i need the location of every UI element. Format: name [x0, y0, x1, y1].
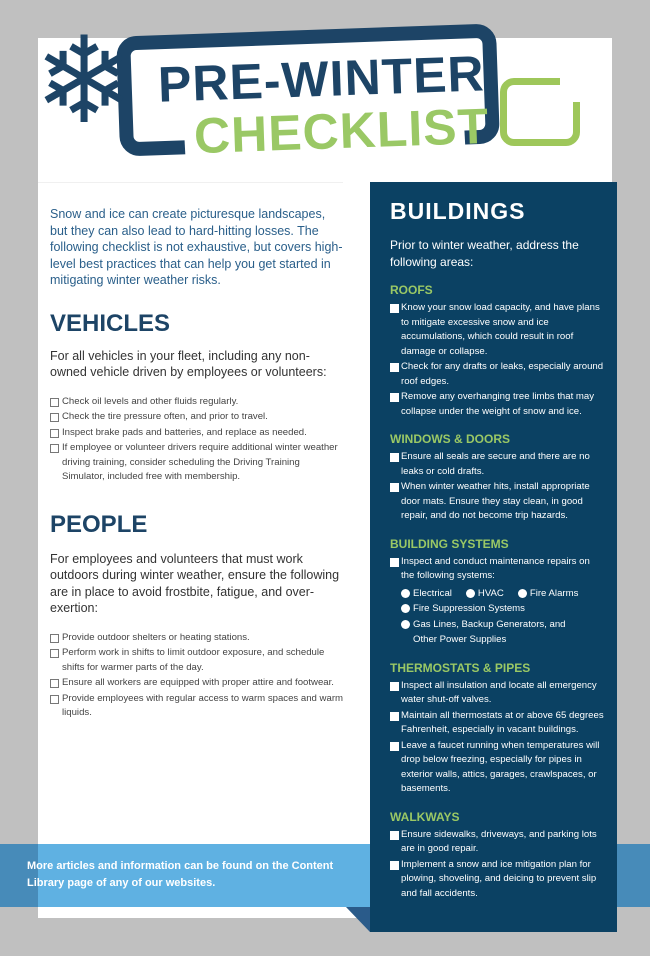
title-line1: PRE-WINTER	[157, 45, 486, 113]
checkbox-icon[interactable]	[390, 712, 399, 721]
checklist-item	[390, 301, 605, 359]
checkbox-icon[interactable]	[50, 444, 59, 453]
people-list	[50, 631, 345, 721]
systems-heading: BUILDING SYSTEMS	[390, 536, 509, 551]
checklist-item-text: Implement a snow and ice mitigation plan for plowing, shoveling, and deicing to prevent slip and fall accidents.	[401, 858, 597, 899]
checkbox-icon[interactable]	[50, 679, 59, 688]
checkbox-icon[interactable]	[390, 304, 399, 313]
header-logo	[0, 0, 650, 175]
sub-item-text: Gas Lines, Backup Generators, and Other Power Supplies	[413, 618, 566, 645]
people-lead: For employees and volunteers that must work outdoors during winter weather, ensure the following are in place to avoid frostbite, fatigue, and over-exertion:	[50, 551, 340, 615]
checkbox-icon[interactable]	[390, 682, 399, 691]
people-heading: PEOPLE	[50, 510, 148, 538]
checklist-item-text: Ensure all workers are equipped with proper attire and footwear.	[62, 677, 334, 688]
bullet-icon[interactable]	[401, 620, 410, 629]
checkbox-icon[interactable]	[390, 393, 399, 402]
checkbox-icon[interactable]	[390, 831, 399, 840]
checklist-item-text: Leave a faucet running when temperatures will drop below freezing, especially for pipes in exterior walls, attics, garages, crawlspaces, or basements.	[401, 739, 600, 794]
checklist-item-text: Ensure sidewalks, driveways, and parking lots are in good repair.	[401, 828, 597, 854]
checkbox-icon[interactable]	[390, 861, 399, 870]
thermo-list	[390, 679, 605, 797]
checklist-item-text: When winter weather hits, install appropriate door mats. Ensure they stay clean, in good repair, and do not become trip hazards.	[401, 481, 590, 521]
checkbox-icon[interactable]	[390, 483, 399, 492]
checkbox-icon[interactable]	[50, 695, 59, 704]
panel-fold	[346, 907, 370, 932]
footer-text: More articles and information can be found on the Content Library page of any of our websites.	[27, 860, 334, 889]
sub-item-text: Fire Suppression Systems	[413, 603, 525, 614]
buildings-panel	[370, 182, 617, 932]
checklist-item-text: Check oil levels and other fluids regularly.	[62, 395, 239, 407]
left-column	[50, 206, 345, 722]
snowflake-icon: ❄	[34, 12, 135, 151]
checklist-item	[390, 480, 605, 524]
intro-text: Snow and ice can create picturesque landscapes, but they can also lead to hard-hitting losses. The following checklist is not exhaustive, but covers high-level best practices that can help you get started in mitigating winter weather risks.	[50, 207, 343, 287]
sub-item	[401, 601, 605, 617]
checklist-item	[390, 858, 605, 902]
checklist-item-text: Know your snow load capacity, and have plans to mitigate excessive snow and ice accumulations, which could result in roof damage or collapse.	[401, 302, 600, 357]
sub-item	[401, 586, 452, 602]
bullet-icon[interactable]	[401, 604, 410, 613]
checklist-item	[50, 631, 345, 646]
roofs-heading: ROOFS	[390, 283, 433, 297]
systems-sublist	[390, 586, 605, 648]
walkways-heading: WALKWAYS	[390, 809, 460, 824]
sub-item	[466, 586, 504, 602]
buildings-heading: BUILDINGS	[390, 198, 526, 224]
buildings-intro: Prior to winter weather, address the following areas:	[390, 238, 579, 269]
banner-shade-right	[612, 844, 650, 907]
checklist-item-text: Perform work in shifts to limit outdoor exposure, and schedule shifts for warmer parts of the day.	[62, 647, 325, 673]
checkbox-icon[interactable]	[50, 649, 59, 658]
checklist-item-text: Check the tire pressure often, and prior to travel.	[62, 411, 268, 422]
roofs-list	[390, 301, 605, 419]
checklist-item	[50, 692, 345, 721]
checklist-item-text: Ensure all seals are secure and there are no leaks or cold drafts.	[401, 451, 590, 477]
checklist-item-text: Inspect and conduct maintenance repairs on the following systems:	[401, 555, 590, 581]
checkbox-icon[interactable]	[50, 413, 59, 422]
checklist-item	[390, 679, 605, 708]
bullet-icon[interactable]	[518, 589, 527, 598]
title-line2: CHECKLIST	[193, 97, 490, 165]
checklist-item-text: Check for any drafts or leaks, especially around roof edges.	[401, 361, 604, 387]
windows-list	[390, 450, 605, 524]
vehicles-list	[50, 395, 345, 485]
checklist-item	[390, 360, 605, 389]
bullet-icon[interactable]	[401, 589, 410, 598]
checklist-item	[50, 395, 345, 410]
checklist-item	[50, 441, 345, 485]
bullet-icon[interactable]	[466, 589, 475, 598]
systems-list	[390, 555, 605, 584]
checkbox-gap	[560, 72, 586, 102]
checkbox-icon[interactable]	[390, 558, 399, 567]
sub-item	[401, 617, 591, 648]
vehicles-lead: For all vehicles in your fleet, including any non-owned vehicle driven by employees or volunteers:	[50, 348, 327, 379]
checklist-item	[50, 676, 345, 691]
checkbox-icon[interactable]	[50, 398, 59, 407]
sub-item-text: Fire Alarms	[529, 587, 579, 599]
checklist-item-text: Maintain all thermostats at or above 65 degrees Fahrenheit, especially in vacant buildings.	[401, 709, 604, 735]
vehicles-heading: VEHICLES	[50, 309, 171, 337]
sub-item-text: Electrical	[413, 587, 452, 599]
checklist-item	[50, 426, 345, 441]
checkbox-icon[interactable]	[390, 453, 399, 462]
sub-item	[518, 586, 579, 602]
checklist-item-text: If employee or volunteer drivers require additional winter weather driving training, consider scheduling the Driving Training Simulator, included free with membership.	[62, 442, 338, 482]
checkbox-icon[interactable]	[50, 634, 59, 643]
checkbox-icon[interactable]	[390, 363, 399, 372]
checklist-item-text: Provide outdoor shelters or heating stations.	[62, 631, 250, 643]
checklist-item	[390, 450, 605, 479]
divider	[38, 182, 343, 183]
checklist-item	[50, 646, 345, 675]
sub-item-text: HVAC	[477, 587, 504, 599]
checklist-item	[390, 739, 605, 797]
checklist-item	[50, 410, 345, 425]
checkbox-icon[interactable]	[50, 429, 59, 438]
checklist-item	[390, 555, 605, 584]
windows-heading: WINDOWS & DOORS	[390, 432, 510, 446]
checklist-item-text: Remove any overhanging tree limbs that may collapse under the weight of snow and ice.	[401, 391, 595, 417]
walkways-list	[390, 828, 605, 902]
checklist-item-text: Provide employees with regular access to warm spaces and warm liquids.	[62, 692, 344, 718]
checkbox-icon[interactable]	[390, 742, 399, 751]
checklist-item-text: Inspect all insulation and locate all emergency water shut-off valves.	[401, 679, 597, 705]
checklist-item	[390, 709, 605, 738]
checklist-item	[390, 828, 605, 857]
thermo-heading: THERMOSTATS & PIPES	[390, 660, 531, 675]
checklist-item-text: Inspect brake pads and batteries, and replace as needed.	[62, 426, 307, 438]
checklist-item	[390, 390, 605, 419]
